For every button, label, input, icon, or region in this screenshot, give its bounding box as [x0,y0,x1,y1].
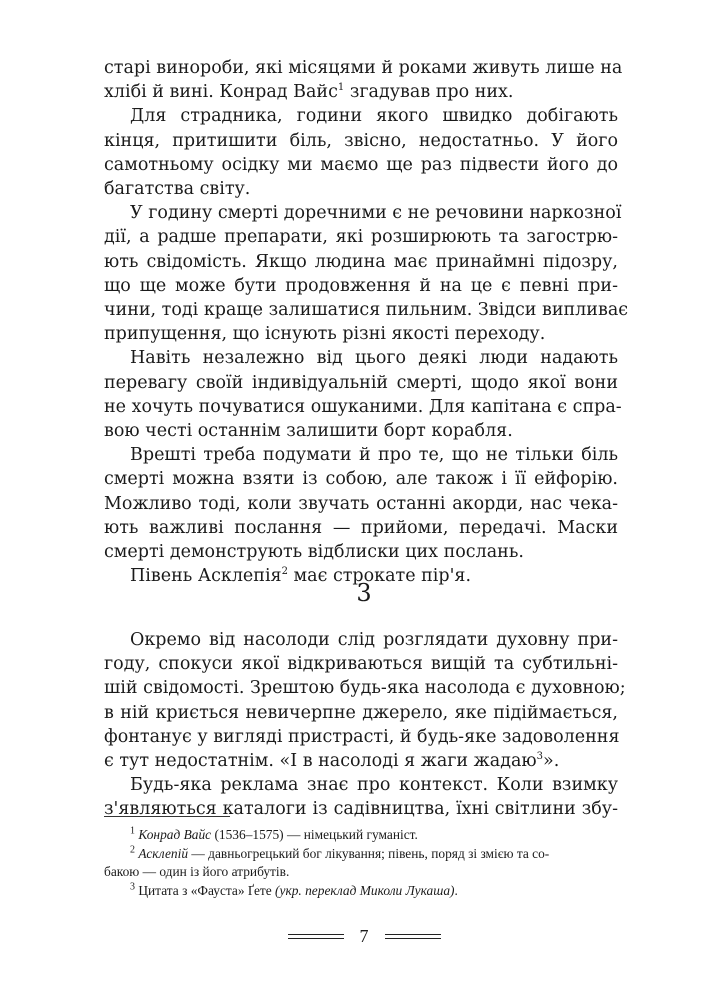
footnote-divider [104,816,230,817]
text-line: Для страдника, години якого швидко добігають [130,106,618,127]
chapter-text-block [104,628,626,822]
text-line: не хочуть почуватися ошуканими. Для капітана є спра- [104,396,622,417]
text-line: У годину смерті доречними є не речовини наркозної [130,203,622,224]
main-text-block [104,56,629,588]
page-number: 7 [359,925,369,946]
text-line: з'являються каталоги із садівництва, їхні світлини збу- [104,799,618,820]
footnote-ref[interactable]: 1 [337,82,345,94]
text-line: Навіть незалежно від цього деякі люди надають [130,348,618,369]
text-line: смерті можна взяти із собою, але також і її ейфорію. [104,469,618,490]
text-line: Врешті треба подумати й про те, що не тільки біль [130,445,618,466]
text-line: Окремо від насолоди слід розглядати духовну при- [130,630,618,650]
footnotes [104,826,618,900]
text-line: хлібі й вині. Конрад Вайс$^1$ згадував про них. [104,82,514,103]
chapter-number: 3 [356,579,372,607]
text-line: самотньому осідку ми маємо ще раз підвести його до [104,154,618,175]
footnote-2: $^2$ Асклепій — давньогрецький бог лікування; півень, поряд зі змією та со- [130,844,550,861]
text-line: в ній криється невичерпне джерело, яке підіймається, [104,702,618,723]
text-line: припущення, що існують різні якості переходу. [104,324,546,345]
text-line: є тут недостатнім. «І в насолоді я жаги жадаю$^3$». [104,751,560,772]
text-line: шій свідомості. Зрештою будь-яка насолода є духовною; [104,678,626,699]
text-line: багатства світу. [104,179,251,200]
text-line: году, спокуси якої відкриваються вищій та субтильні- [104,654,618,675]
text-line: Півень Асклепія$^2$ має строкате пір'я. [130,566,472,587]
text-line: вою честі останнім залишити борт корабля. [104,421,513,442]
text-line: чини, тоді краще залишатися пильним. Звідси випливає [104,300,629,321]
text-line: Можливо тоді, коли звучать останні акорди, нас чека- [104,493,618,514]
text-line: ють свідомість. Якщо людина має принаймні підозру, [104,251,618,272]
ornament-right [385,934,441,939]
text-line: смерті демонструють відблиски цих послань. [104,542,524,563]
footnote-1: $^1$ Конрад Вайс (1536–1575) — німецький гуманіст. [130,825,418,842]
text-line: старі винороби, які місяцями й роками живуть лише на [104,58,623,78]
ornament-left [288,934,344,939]
text-line: що ще може бути продовження й на це є певні при- [104,275,618,296]
footnote-ref[interactable]: 3 [536,751,544,763]
text-line: перевагу своїй індивідуальній смерті, щодо якої вони [104,372,618,393]
text-line: ють важливі послання — прийоми, передачі. Маски [104,517,618,538]
text-line: кінця, притишити біль, звісно, недостатньо. У його [104,130,618,151]
footnote-2-continued: бакою — один із його атрибутів. [104,864,290,879]
text-line: фонтанує у вигляді пристрасті, й будь-яке задоволення [104,726,620,747]
footnote-ref[interactable]: 2 [281,566,288,578]
footnote-3: $^3$ Цитата з «Фауста» Ґете (укр. переклад Миколи Лукаша). [130,881,458,898]
page-footer [0,924,728,948]
text-line: дії, а радше препарати, які розширюють та загострю- [104,227,618,248]
text-line: Будь-яка реклама знає про контекст. Коли взимку [130,775,618,796]
